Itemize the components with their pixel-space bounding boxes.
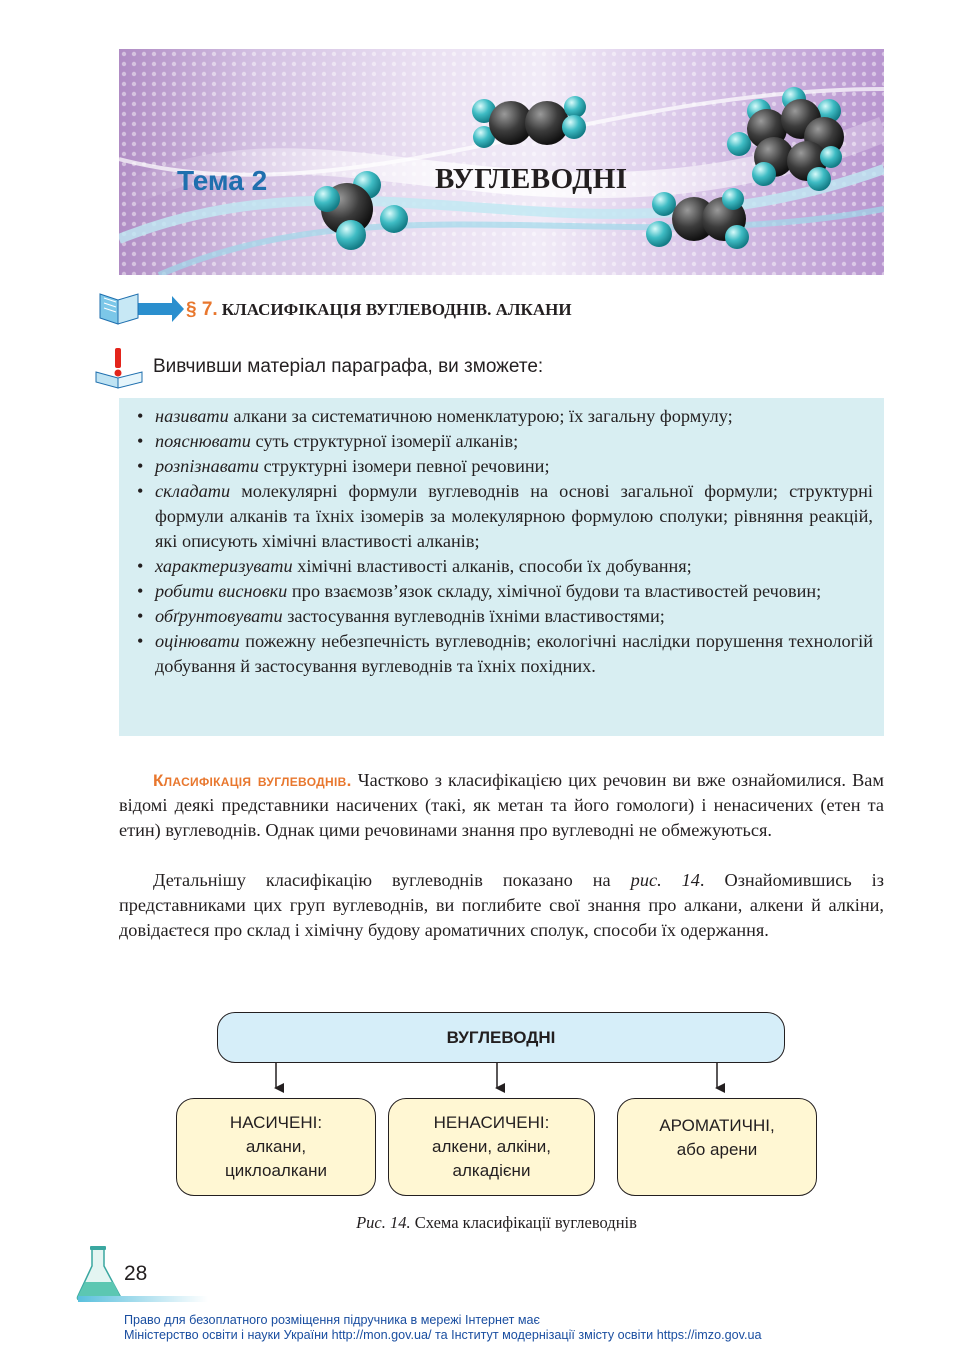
diagram-node-unsaturated: НЕНАСИЧЕНІ: алкени, алкіни, алкадієни — [388, 1098, 595, 1196]
list-item: • робити висновки про взаємозв’язок складу, хімічної будови та властивостей речовин; — [155, 579, 873, 604]
page-number: 28 — [124, 1262, 148, 1285]
footer-rights-line: Право для безоплатного розміщення підручника в мережі Інтернет має — [124, 1313, 540, 1327]
theme-label: Тема 2 — [177, 165, 268, 196]
section-number: § 7. — [186, 299, 218, 320]
footer-bar — [78, 1296, 208, 1302]
paragraph-heading: Класифікація вуглеводнів. — [153, 771, 352, 790]
list-item: • називати алкани за систематичною номенклатурою; їх загальну формулу; — [155, 404, 873, 429]
list-item: • обґрунтовувати застосування вуглеводнів їхніми властивостями; — [155, 604, 873, 629]
list-item: • складати молекулярні формули вуглеводнів на основі загальної формули; структурні формули алканів та їхніх ізомерів за молекулярною формулою сполуки; рівняння реакцій, які описують хімічні властивості алканів; — [155, 479, 873, 554]
figure-caption: Рис. 14. Схема класифікації вуглеводнів — [356, 1213, 637, 1232]
flask-icon — [74, 1246, 124, 1302]
theme-title: ВУГЛЕВОДНІ — [435, 163, 628, 195]
diagram-node-saturated: НАСИЧЕНІ: алкани, циклоалкани — [176, 1098, 376, 1196]
list-item: • характеризувати хімічні властивості алканів, способи їх добування; — [155, 554, 873, 579]
figure-reference[interactable]: рис. 14 — [630, 870, 700, 890]
goals-intro: Вивчивши матеріал параграфа, ви зможете: — [153, 356, 544, 377]
section-title: КЛАСИФІКАЦІЯ ВУГЛЕВОДНІВ. АЛКАНИ — [221, 300, 572, 319]
diagram-root-node: ВУГЛЕВОДНІ — [217, 1012, 785, 1063]
footer-links-line: Міністерство освіти і науки України http://mon.gov.ua/ та Інститут модернізації змісту освіти https://imzo.gov.ua — [124, 1328, 762, 1342]
diagram-node-aromatic: АРОМАТИЧНІ, або арени — [617, 1098, 817, 1196]
paragraph-classification: Класифікація вуглеводнів. Частково з класифікацією цих речовин ви вже ознайомилися. Вам відомі деякі представники насичених (такі, як метан та його гомологи) і ненасичених (етен та етин) вуглеводнів. Однак цими речовинами знання про вуглеводні не обмежуються. — [119, 770, 884, 840]
list-item: • оцінювати пожежну небезпечність вуглеводнів; екологічні наслідки порушення технологій добування й застосування вуглеводнів та їхніх похідних. — [155, 629, 873, 679]
list-item: • пояснювати суть структурної ізомерії алканів; — [155, 429, 873, 454]
paragraph-details: Детальнішу класифікацію вуглеводнів показано на рис. 14. Ознайомившись із представниками цих груп вуглеводнів, ви поглибите свої знання про алкани, алкени й алкіни, довідаєтеся про склад і хімічну будову ароматичних сполук, способи їх одержання. — [119, 870, 884, 940]
list-item: • розпізнавати структурні ізомери певної речовини; — [155, 454, 873, 479]
